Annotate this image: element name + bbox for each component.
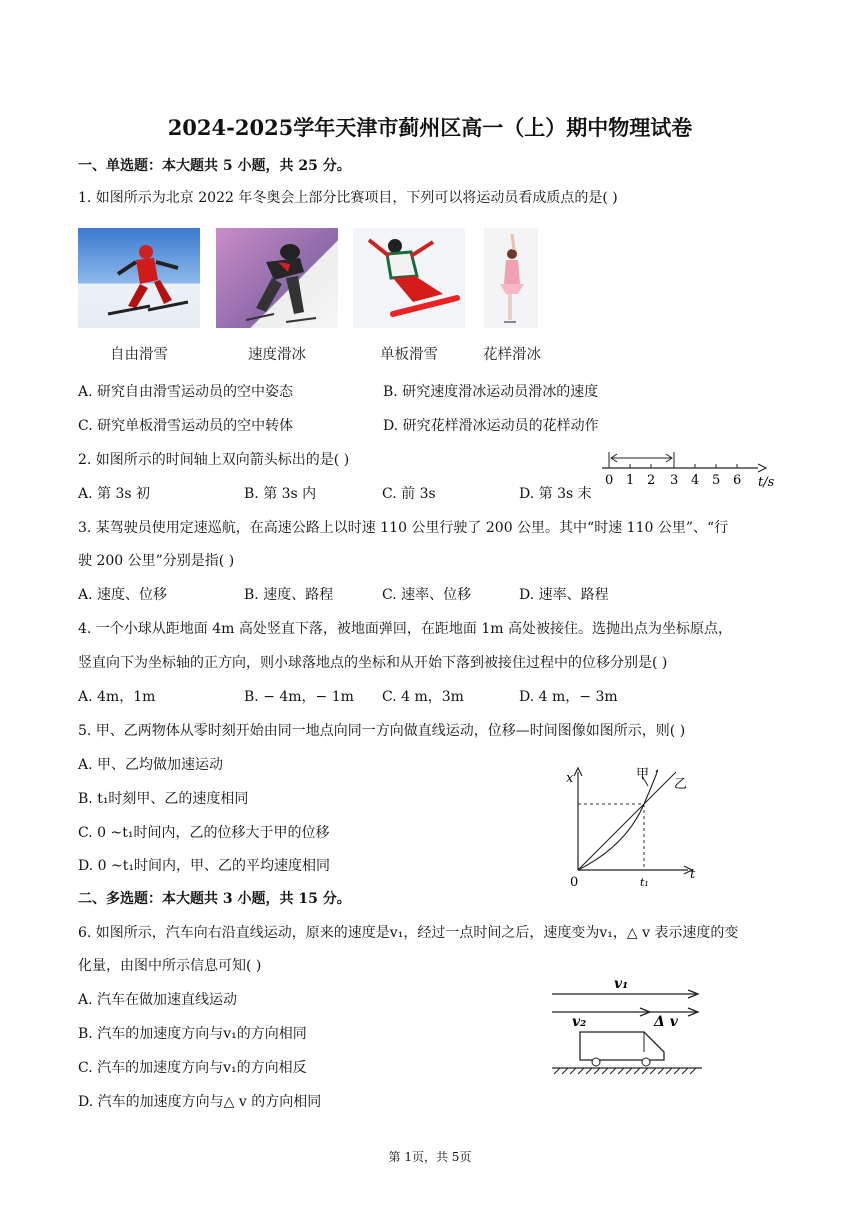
v2-label: v₂ bbox=[572, 1014, 587, 1030]
q1-option-c: C. 研究单板滑雪运动员的空中转体 bbox=[78, 418, 294, 434]
q2-option-d: D. 第 3s 末 bbox=[519, 486, 592, 502]
tick-1: 1 bbox=[626, 473, 635, 488]
q1-stem: 1. 如图所示为北京 2022 年冬奥会上部分比赛项目，下列可以将运动员看成质点的是( ) bbox=[78, 190, 618, 206]
section-multi-choice: 二、多选题：本大题共 3 小题，共 15 分。 bbox=[78, 891, 351, 907]
origin-label: 0 bbox=[570, 875, 579, 890]
q1-option-a: A. 研究自由滑雪运动员的空中姿态 bbox=[78, 384, 294, 400]
q6-stem-line2: 化量，由图中所示信息可知( ) bbox=[78, 958, 262, 974]
page-footer: 第 1页，共 5页 bbox=[388, 1150, 472, 1164]
tick-3: 3 bbox=[670, 473, 679, 488]
snowboarding-photo bbox=[353, 228, 465, 328]
q3-stem-line1: 3. 某驾驶员使用定速巡航，在高速公路上以时速 110 公里行驶了 200 公里。其中“时速 110 公里”、“行 bbox=[78, 520, 729, 536]
q2-option-b: B. 第 3s 内 bbox=[244, 486, 317, 502]
tick-2: 2 bbox=[647, 473, 656, 488]
q3-option-a: A. 速度、位移 bbox=[78, 587, 168, 603]
q2-option-c: C. 前 3s bbox=[382, 486, 436, 502]
caption-figure-skating: 花样滑冰 bbox=[483, 347, 541, 363]
tick-0: 0 bbox=[605, 473, 614, 488]
figure-skating-photo bbox=[484, 228, 538, 328]
q3-option-b: B. 速度、路程 bbox=[244, 587, 334, 603]
q4-option-d: D. 4 m，− 3m bbox=[519, 689, 618, 705]
q4-option-b: B. − 4m，− 1m bbox=[244, 689, 354, 705]
jia-label: 甲 bbox=[636, 767, 650, 782]
speed-skating-photo bbox=[216, 228, 338, 328]
axis-t-label: t bbox=[690, 867, 696, 882]
q2-option-a: A. 第 3s 初 bbox=[78, 486, 151, 502]
q3-option-c: C. 速率、位移 bbox=[382, 587, 472, 603]
q1-option-d: D. 研究花样滑冰运动员的花样动作 bbox=[383, 418, 599, 434]
q1-option-b: B. 研究速度滑冰运动员滑冰的速度 bbox=[383, 384, 599, 400]
t1-label: t₁ bbox=[640, 876, 649, 889]
yi-label: 乙 bbox=[674, 777, 688, 792]
q6-option-a: A. 汽车在做加速直线运动 bbox=[78, 992, 238, 1008]
line-yi bbox=[578, 772, 676, 870]
curve-jia bbox=[578, 770, 658, 870]
caption-speed-skating: 速度滑冰 bbox=[248, 347, 306, 363]
timeline-unit: t/s bbox=[758, 475, 775, 490]
q5-option-d: D. 0 ~t₁时间内，甲、乙的平均速度相同 bbox=[78, 858, 330, 874]
q4-stem-line1: 4. 一个小球从距地面 4m 高处竖直下落，被地面弹回，在距地面 1m 高处被接住。选抛出点为坐标原点， bbox=[78, 621, 732, 637]
q6-option-b: B. 汽车的加速度方向与v₁的方向相同 bbox=[78, 1026, 307, 1042]
q2-stem: 2. 如图所示的时间轴上双向箭头标出的是( ) bbox=[78, 452, 350, 468]
q6-option-d: D. 汽车的加速度方向与△ v 的方向相同 bbox=[78, 1094, 322, 1110]
dv-label: Δ v bbox=[654, 1014, 678, 1030]
q5-stem: 5. 甲、乙两物体从零时刻开始由同一地点向同一方向做直线运动，位移—时间图像如图所示，则( ) bbox=[78, 723, 686, 739]
car-velocity-figure bbox=[548, 968, 708, 1080]
q6-option-c: C. 汽车的加速度方向与v₁的方向相反 bbox=[78, 1060, 307, 1076]
q4-stem-line2: 竖直向下为坐标轴的正方向，则小球落地点的坐标和从开始下落到被接住过程中的位移分别是( ) bbox=[78, 655, 668, 671]
page-title: 2024-2025学年天津市蓟州区高一（上）期中物理试卷 bbox=[167, 115, 693, 140]
section-single-choice: 一、单选题：本大题共 5 小题，共 25 分。 bbox=[78, 158, 351, 174]
q5-option-c: C. 0 ~t₁时间内，乙的位移大于甲的位移 bbox=[78, 825, 330, 841]
timeline-figure bbox=[598, 448, 788, 490]
q5-option-b: B. t₁时刻甲、乙的速度相同 bbox=[78, 791, 249, 807]
car-body bbox=[580, 1032, 664, 1060]
q5-option-a: A. 甲、乙均做加速运动 bbox=[78, 757, 224, 773]
freestyle-skiing-photo bbox=[78, 228, 200, 328]
q4-option-c: C. 4 m，3m bbox=[382, 689, 464, 705]
q4-option-a: A. 4m，1m bbox=[78, 689, 156, 705]
q6-stem-line1: 6. 如图所示，汽车向右沿直线运动，原来的速度是v₁，经过一点时间之后，速度变为v₁，△ v 表示速度的变 bbox=[78, 925, 739, 941]
tick-6: 6 bbox=[733, 473, 742, 488]
axis-x-label: x bbox=[566, 771, 574, 786]
q3-option-d: D. 速率、路程 bbox=[519, 587, 609, 603]
xt-graph-figure bbox=[560, 762, 710, 892]
q3-stem-line2: 驶 200 公里”分别是指( ) bbox=[78, 553, 235, 569]
caption-snowboarding: 单板滑雪 bbox=[380, 347, 438, 363]
caption-freestyle-skiing: 自由滑雪 bbox=[110, 347, 168, 363]
tick-5: 5 bbox=[712, 473, 721, 488]
v1-label: v₁ bbox=[614, 976, 629, 992]
tick-4: 4 bbox=[691, 473, 700, 488]
